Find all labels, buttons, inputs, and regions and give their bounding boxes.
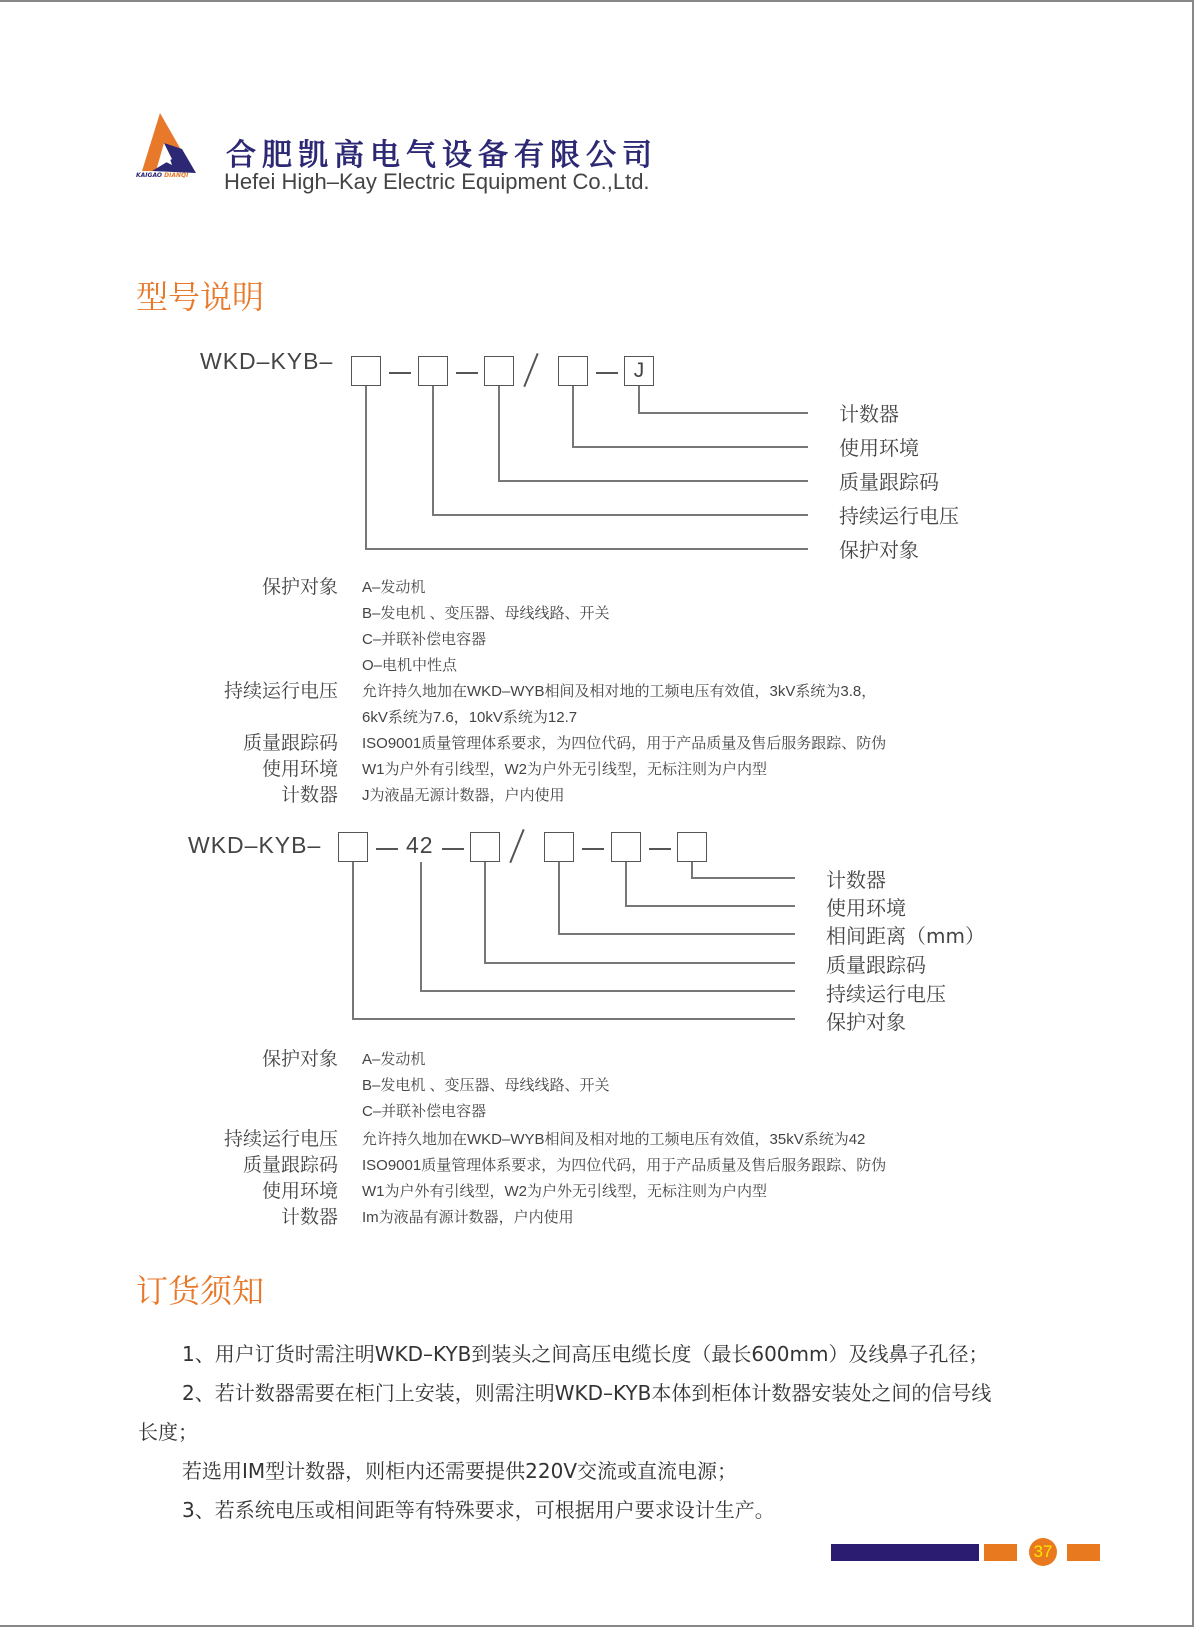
footer-bar-orange xyxy=(1067,1544,1100,1561)
detail-label: 持续运行电压 xyxy=(223,1128,338,1150)
logo-text xyxy=(136,172,188,179)
detail-text: 6kV系统为7.6，10kV系统为12.7 xyxy=(362,709,578,726)
separator-slash xyxy=(523,353,538,387)
legend-environment: 使用环境 xyxy=(826,896,906,920)
detail-label: 质量跟踪码 xyxy=(242,1154,338,1176)
connector-line xyxy=(498,480,808,482)
connector-line xyxy=(625,862,627,906)
logo-text-main: KAIGAO xyxy=(136,172,165,179)
legend-tracking-code: 质量跟踪码 xyxy=(826,953,926,977)
code-box-counter xyxy=(677,832,707,862)
company-name-cn: 合肥凯高电气设备有限公司 xyxy=(226,138,658,173)
fixed-voltage-value: 42 xyxy=(406,832,434,858)
legend-protection: 保护对象 xyxy=(839,538,919,562)
connector-line xyxy=(484,962,795,964)
detail-text: A–发动机 xyxy=(362,579,426,596)
separator-dash xyxy=(376,848,398,850)
code-box-environment xyxy=(611,832,641,862)
code-box-tracking xyxy=(470,832,500,862)
separator-dash xyxy=(442,848,464,850)
order-item: 长度； xyxy=(138,1420,198,1444)
detail-text: C–并联补偿电容器 xyxy=(362,631,487,648)
connector-line xyxy=(558,933,795,935)
connector-line xyxy=(638,386,640,413)
separator-dash xyxy=(596,372,618,374)
code-box-protection xyxy=(338,832,368,862)
connector-line xyxy=(352,1018,795,1020)
code-box-phase-distance xyxy=(544,832,574,862)
detail-text: Im为液晶有源计数器，户内使用 xyxy=(362,1209,574,1226)
detail-label: 保护对象 xyxy=(261,576,338,598)
page-number: 37 xyxy=(1029,1538,1057,1566)
detail-text: O–电机中性点 xyxy=(362,657,458,674)
connector-line xyxy=(691,862,693,878)
connector-line xyxy=(625,905,795,907)
connector-line xyxy=(365,386,367,549)
connector-line xyxy=(572,446,808,448)
order-item: 若选用IM型计数器，则柜内还需要提供220V交流或直流电源； xyxy=(182,1459,738,1483)
detail-text: W1为户外有引线型，W2为户外无引线型，无标注则为户内型 xyxy=(362,761,768,778)
detail-text: A–发动机 xyxy=(362,1051,426,1068)
model-prefix: WKD–KYB– xyxy=(200,348,334,374)
code-box-counter: J xyxy=(624,356,654,386)
separator-dash xyxy=(389,372,411,374)
code-box-voltage xyxy=(418,356,448,386)
detail-text: ISO9001质量管理体系要求，为四位代码，用于产品质量及售后服务跟踪、防伪 xyxy=(362,1157,887,1174)
separator-slash xyxy=(509,829,524,863)
connector-line xyxy=(365,548,808,550)
separator-dash xyxy=(456,372,478,374)
model-prefix: WKD–KYB– xyxy=(188,832,322,858)
detail-text: J为液晶无源计数器，户内使用 xyxy=(362,787,565,804)
order-item: 1、用户订货时需注明WKD–KYB到装头之间高压电缆长度（最长600mm）及线鼻子孔径； xyxy=(182,1342,989,1366)
connector-line xyxy=(638,412,808,414)
detail-label: 使用环境 xyxy=(261,758,338,780)
model-section-title: 型号说明 xyxy=(136,278,265,316)
connector-line xyxy=(484,862,486,963)
legend-voltage: 持续运行电压 xyxy=(839,504,959,528)
connector-line xyxy=(691,877,795,879)
legend-voltage: 持续运行电压 xyxy=(826,982,946,1006)
detail-label: 质量跟踪码 xyxy=(242,732,338,754)
connector-line xyxy=(432,514,808,516)
detail-label: 计数器 xyxy=(280,784,338,806)
detail-text: 允许持久地加在WKD–WYB相间及相对地的工频电压有效值，35kV系统为42 xyxy=(362,1131,866,1148)
legend-environment: 使用环境 xyxy=(839,436,919,460)
detail-label: 计数器 xyxy=(280,1206,338,1228)
connector-line xyxy=(432,386,434,515)
connector-line xyxy=(420,862,422,991)
order-item: 3、若系统电压或相间距等有特殊要求，可根据用户要求设计生产。 xyxy=(182,1498,775,1522)
logo-text-accent: DIANQI xyxy=(164,172,189,179)
detail-label: 保护对象 xyxy=(261,1048,338,1070)
legend-counter: 计数器 xyxy=(826,868,886,892)
connector-line xyxy=(498,386,500,481)
code-box-environment xyxy=(558,356,588,386)
detail-text: ISO9001质量管理体系要求，为四位代码，用于产品质量及售后服务跟踪、防伪 xyxy=(362,735,887,752)
footer-bar-navy xyxy=(831,1544,979,1561)
legend-phase-distance: 相间距离（mm） xyxy=(826,924,985,948)
order-item: 2、若计数器需要在柜门上安装，则需注明WKD–KYB本体到柜体计数器安装处之间的信号线 xyxy=(182,1381,992,1405)
connector-line xyxy=(352,862,354,1019)
detail-text: W1为户外有引线型，W2为户外无引线型，无标注则为户内型 xyxy=(362,1183,768,1200)
detail-text: C–并联补偿电容器 xyxy=(362,1103,487,1120)
separator-dash xyxy=(582,848,604,850)
connector-line xyxy=(558,862,560,934)
company-name-en: Hefei High–Kay Electric Equipment Co.,Ltd. xyxy=(224,169,650,194)
footer-bar-orange xyxy=(984,1544,1017,1561)
legend-protection: 保护对象 xyxy=(826,1010,906,1034)
legend-tracking-code: 质量跟踪码 xyxy=(839,470,939,494)
code-box-tracking xyxy=(484,356,514,386)
detail-text: B–发电机 、变压器、母线线路、开关 xyxy=(362,1077,610,1094)
detail-label: 持续运行电压 xyxy=(223,680,338,702)
detail-text: B–发电机 、变压器、母线线路、开关 xyxy=(362,605,610,622)
code-box-protection xyxy=(351,356,381,386)
detail-text: 允许持久地加在WKD–WYB相间及相对地的工频电压有效值，3kV系统为3.8， xyxy=(362,683,877,700)
connector-line xyxy=(420,990,795,992)
order-section-title: 订货须知 xyxy=(136,1272,265,1310)
connector-line xyxy=(572,386,574,447)
detail-label: 使用环境 xyxy=(261,1180,338,1202)
separator-dash xyxy=(649,848,671,850)
legend-counter: 计数器 xyxy=(839,402,899,426)
